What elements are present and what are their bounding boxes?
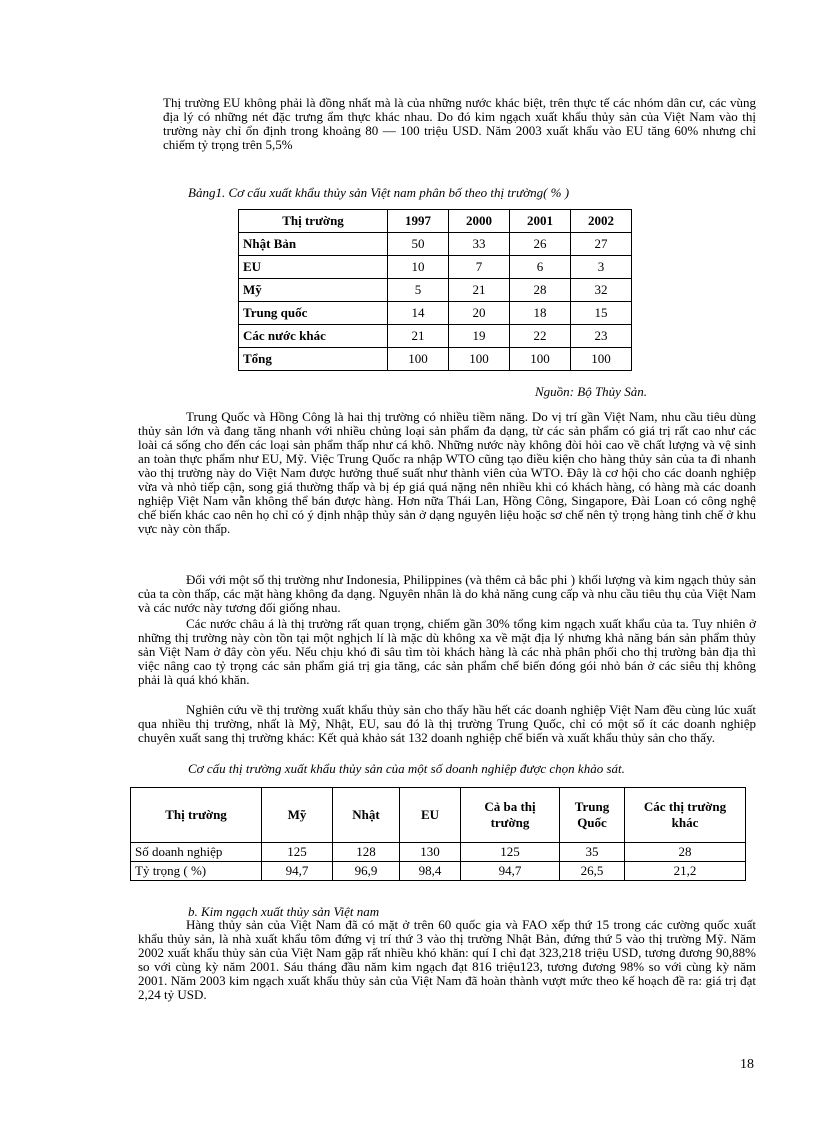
table-header-row (131, 788, 746, 843)
table-row (131, 843, 746, 862)
table-cell: 26 (510, 233, 571, 256)
table-cell: 21 (388, 325, 449, 348)
column-header: Trung Quốc (560, 788, 625, 843)
table-cell: 100 (510, 348, 571, 371)
table-row (131, 862, 746, 881)
table-cell: 100 (449, 348, 510, 371)
column-header: 1997 (388, 210, 449, 233)
column-header: Thị trường (239, 210, 388, 233)
table-row (239, 302, 632, 325)
table-cell: 100 (388, 348, 449, 371)
page-number: 18 (740, 1057, 754, 1072)
row-label: Nhật Bản (239, 233, 388, 256)
table-cell: 98,4 (400, 862, 461, 881)
paragraph-asia: Các nước châu á là thị trường rất quan trọng, chiếm gần 30% tổng kim ngạch xuất khẩu của ta. Tuy nhiên ở những thị trường này còn tồn tại một nghịch lí là mặc dù không xa về mặt địa lý nhưng khả năng bán sản phẩm thủy sản Việt Nam ở đây còn yếu. Nếu chịu khó đi sâu tìm tòi khách hàng là các nhà phân phối cho thị trường bản địa thì việc nâng cao tỷ trọng các sản phẩm giá trị gia tăng, các sản phẩm chế biến đóng gói nhỏ bán ở các siêu thị không phải là quá khó khăn. (138, 616, 756, 687)
row-label: Các nước khác (239, 325, 388, 348)
paragraph-china-hongkong: Trung Quốc và Hồng Công là hai thị trường có nhiều tiềm năng. Do vị trí gần Việt Nam, nhu cầu tiêu dùng thủy sản lớn và đang tăng nhanh với nhiều chủng loại sản phẩm đa dạng, từ các sản phẩm có giá trị rất cao như các loài cá sống cho đến các loại sản phẩm thấp như cá khô. Những nước này không đòi hỏi cao về chất lượng và vệ sinh an toàn thực phẩm như EU, Mỹ. Việc Trung Quốc ra nhập WTO cũng tạo điều kiện cho hàng thủy sản của ta đi nhanh vào thị trường này do Việt Nam được hưởng thuế suất như thành viên của WTO. Đây là cơ hội cho các doanh nghiệp vừa và nhỏ tiếp cận, song giá thường thấp và bị ép giá quá nặng nên nhiều khi có khách hàng, có hàng mà các doanh nghiệp Việt Nam vẫn không thể bán được hàng. Hơn nữa Thái Lan, Hồng Công, Singapore, Đài Loan có công nghệ chế biến khác cao nên họ chỉ có ý định nhập thủy sản ở dạng nguyên liệu hoặc sơ chế nên tỷ trọng hàng tinh chế ở khu vực này còn thấp. (138, 409, 756, 536)
row-label: Trung quốc (239, 302, 388, 325)
table-cell: 125 (262, 843, 333, 862)
column-header: Các thị trường khác (625, 788, 746, 843)
table-cell: 28 (510, 279, 571, 302)
table1-caption: Bảng1. Cơ cấu xuất khẩu thủy sản Việt nam phân bố theo thị trường( % ) (188, 185, 570, 200)
table-cell: 21 (449, 279, 510, 302)
row-label: Tỷ trọng ( %) (131, 862, 262, 881)
column-header: 2001 (510, 210, 571, 233)
section-b-heading: b. Kim ngạch xuất thủy sản Việt nam (188, 904, 380, 919)
table-cell: 22 (510, 325, 571, 348)
table-cell: 7 (449, 256, 510, 279)
paragraph-survey: Nghiên cứu về thị trường xuất khẩu thủy sản cho thấy hầu hết các doanh nghiệp Việt Nam đều cùng lúc xuất qua nhiều thị trường, nhất là Mỹ, Nhật, EU, sau đó là thị trường Trung Quốc, chỉ có một số ít các doanh nghiệp chuyên xuất sang thị trường khác: Kết quả khảo sát 132 doanh nghiệp chế biến và xuất khẩu thủy sản cho thấy. (138, 702, 756, 745)
intro-paragraph: Thị trường EU không phải là đồng nhất mà là của những nước khác biệt, trên thực tế các nhóm dân cư, các vùng địa lý có những nét đặc trưng ẩm thực khác nhau. Do đó kim ngạch xuất khẩu thủy sản của Việt Nam vào thị trường này chỉ ổn định trong khoảng 80 — 100 triệu USD. Năm 2003 xuất khẩu vào EU tăng 60% nhưng chỉ chiếm tỷ trọng trên 5,5% (163, 95, 756, 152)
table-cell: 28 (625, 843, 746, 862)
table-cell: 50 (388, 233, 449, 256)
section-b-paragraph: Hàng thủy sản của Việt Nam đã có mặt ở trên 60 quốc gia và FAO xếp thứ 15 trong các cường quốc xuất khẩu thủy sản, là nhà xuất khẩu tôm đứng vị trí thứ 3 vào thị trường Nhật Bản, đứng thứ 5 vào thị trường Mỹ. Năm 2002 xuất khẩu thủy sản của Việt Nam gặp rất nhiều khó khăn: quí I chỉ đạt 323,218 triệu USD, tương đương 90,88% so với cùng kỳ năm 2001. Sáu tháng đầu năm kim ngạch đạt 816 triệu123, tương đương 98% so với cùng kỳ năm 2001. Năm 2003 kim ngạch xuất khẩu thủy sản của Việt Nam đã hoàn thành vượt mức theo kế hoạch đề ra: giá trị đạt 2,24 tỷ USD. (138, 917, 756, 1002)
row-label: Tổng (239, 348, 388, 371)
column-header: 2000 (449, 210, 510, 233)
column-header: Nhật (333, 788, 400, 843)
row-label: Mỹ (239, 279, 388, 302)
column-header: Mỹ (262, 788, 333, 843)
table-cell: 33 (449, 233, 510, 256)
column-header: 2002 (571, 210, 632, 233)
table-cell: 130 (400, 843, 461, 862)
table-cell: 21,2 (625, 862, 746, 881)
table-row (239, 348, 632, 371)
table-row (239, 233, 632, 256)
table-cell: 26,5 (560, 862, 625, 881)
paragraph-indonesia-philippines: Đối với một số thị trường như Indonesia, Philippines (và thêm cả bắc phi ) khối lượng và kim ngạch thủy sản của ta còn thấp, các mặt hàng không đa dạng. Nguyên nhân là do khả năng cung cấp và nhu cầu tiêu thụ của Việt Nam và các nước này tương đối giống nhau. (138, 572, 756, 615)
table-cell: 27 (571, 233, 632, 256)
table-cell: 14 (388, 302, 449, 325)
table-cell: 125 (461, 843, 560, 862)
table-cell: 32 (571, 279, 632, 302)
row-label: EU (239, 256, 388, 279)
table-cell: 15 (571, 302, 632, 325)
table-row (239, 279, 632, 302)
table-cell: 5 (388, 279, 449, 302)
table1-source: Nguồn: Bộ Thủy Sản. (535, 384, 647, 399)
market-structure-table (238, 209, 632, 371)
table-cell: 20 (449, 302, 510, 325)
table-cell: 23 (571, 325, 632, 348)
table-cell: 6 (510, 256, 571, 279)
table-cell: 10 (388, 256, 449, 279)
column-header: Thị trường (131, 788, 262, 843)
column-header: EU (400, 788, 461, 843)
table-row (239, 325, 632, 348)
column-header: Cả ba thị trường (461, 788, 560, 843)
table-cell: 3 (571, 256, 632, 279)
table-cell: 94,7 (461, 862, 560, 881)
table-cell: 35 (560, 843, 625, 862)
table-cell: 96,9 (333, 862, 400, 881)
table-cell: 18 (510, 302, 571, 325)
table-row (239, 256, 632, 279)
enterprise-market-table (130, 787, 746, 881)
table-cell: 128 (333, 843, 400, 862)
table-cell: 94,7 (262, 862, 333, 881)
row-label: Số doanh nghiệp (131, 843, 262, 862)
table-cell: 19 (449, 325, 510, 348)
table2-caption: Cơ cấu thị trường xuất khẩu thủy sản của một số doanh nghiệp được chọn khảo sát. (188, 761, 625, 776)
table-header-row (239, 210, 632, 233)
table-cell: 100 (571, 348, 632, 371)
